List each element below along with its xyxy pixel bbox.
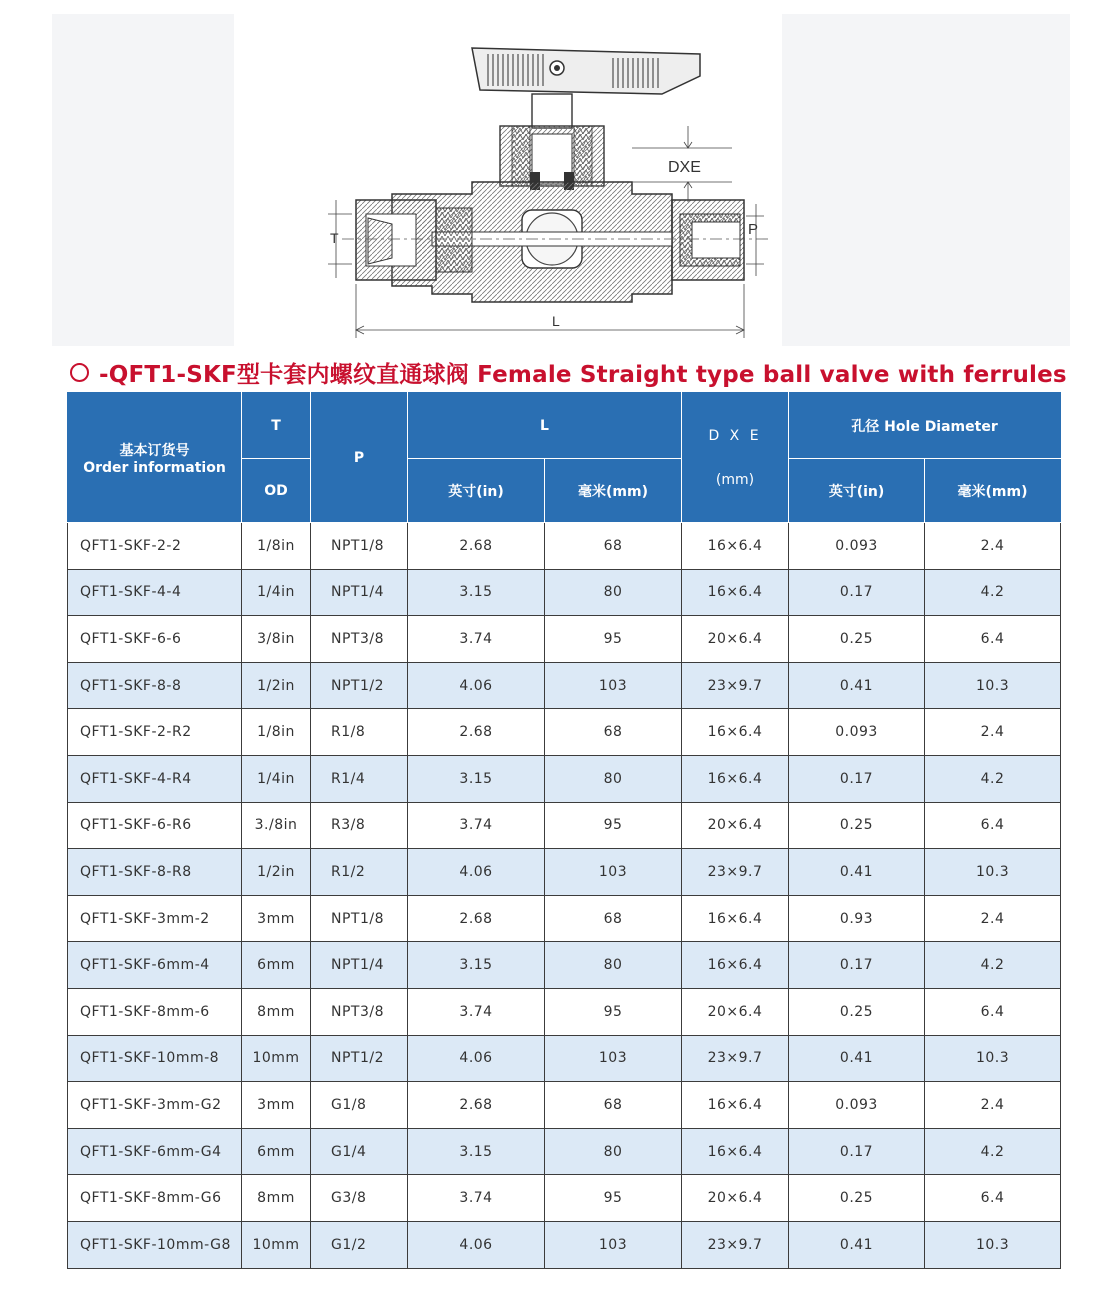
cell-order-number: QFT1-SKF-8mm-G6 bbox=[68, 1175, 242, 1222]
handle bbox=[472, 48, 700, 94]
cell-order-number: QFT1-SKF-6-6 bbox=[68, 616, 242, 663]
stem bbox=[532, 94, 572, 128]
cell-length-in: 3.15 bbox=[408, 942, 545, 989]
cell-hole-mm: 6.4 bbox=[925, 1175, 1061, 1222]
cell-hole-in: 0.41 bbox=[789, 662, 925, 709]
cell-hole-mm: 6.4 bbox=[925, 988, 1061, 1035]
cell-dxe: 16×6.4 bbox=[682, 569, 789, 616]
header-hole: 孔径 Hole Diameter bbox=[789, 393, 1061, 459]
circle-bullet-icon bbox=[70, 363, 89, 382]
female-thread-end bbox=[672, 200, 744, 280]
cell-order-number: QFT1-SKF-10mm-8 bbox=[68, 1035, 242, 1082]
cell-length-mm: 80 bbox=[545, 942, 682, 989]
table-row bbox=[68, 662, 1061, 709]
cell-dxe: 23×9.7 bbox=[682, 1221, 789, 1268]
dim-p-label: P bbox=[748, 221, 759, 238]
cell-length-in: 2.68 bbox=[408, 895, 545, 942]
cell-hole-in: 0.25 bbox=[789, 988, 925, 1035]
cell-hole-in: 0.41 bbox=[789, 849, 925, 896]
table-row bbox=[68, 1035, 1061, 1082]
cell-pipe-thread: NPT1/2 bbox=[311, 1035, 408, 1082]
cell-tube-od: 3mm bbox=[242, 1082, 311, 1129]
table-row bbox=[68, 1221, 1061, 1268]
cell-hole-in: 0.41 bbox=[789, 1221, 925, 1268]
cell-length-mm: 103 bbox=[545, 1221, 682, 1268]
cell-order-number: QFT1-SKF-6-R6 bbox=[68, 802, 242, 849]
cell-length-mm: 95 bbox=[545, 1175, 682, 1222]
cell-length-in: 3.74 bbox=[408, 1175, 545, 1222]
cell-hole-mm: 6.4 bbox=[925, 802, 1061, 849]
cell-tube-od: 3mm bbox=[242, 895, 311, 942]
ferrule-fitting bbox=[356, 200, 472, 280]
cell-length-in: 2.68 bbox=[408, 709, 545, 756]
cell-hole-mm: 2.4 bbox=[925, 895, 1061, 942]
cell-dxe: 20×6.4 bbox=[682, 802, 789, 849]
cell-dxe: 20×6.4 bbox=[682, 1175, 789, 1222]
header-dxe-bottom: (mm) bbox=[715, 471, 755, 488]
cell-length-mm: 103 bbox=[545, 662, 682, 709]
cell-length-in: 3.15 bbox=[408, 569, 545, 616]
cell-length-in: 4.06 bbox=[408, 849, 545, 896]
cell-dxe: 16×6.4 bbox=[682, 895, 789, 942]
cell-hole-in: 0.17 bbox=[789, 569, 925, 616]
cell-length-mm: 95 bbox=[545, 988, 682, 1035]
cell-hole-in: 0.093 bbox=[789, 1082, 925, 1129]
header-l: L bbox=[408, 393, 682, 459]
cell-hole-mm: 2.4 bbox=[925, 1082, 1061, 1129]
cell-dxe: 16×6.4 bbox=[682, 523, 789, 570]
table-row bbox=[68, 802, 1061, 849]
cell-pipe-thread: R1/2 bbox=[311, 849, 408, 896]
cell-pipe-thread: NPT1/8 bbox=[311, 895, 408, 942]
cell-pipe-thread: G1/4 bbox=[311, 1128, 408, 1175]
cell-length-in: 2.68 bbox=[408, 1082, 545, 1129]
cell-length-mm: 68 bbox=[545, 523, 682, 570]
table-row bbox=[68, 755, 1061, 802]
cell-hole-mm: 2.4 bbox=[925, 709, 1061, 756]
spec-table-body bbox=[68, 523, 1061, 1269]
cell-length-in: 4.06 bbox=[408, 662, 545, 709]
title-text: -QFT1-SKF型卡套内螺纹直通球阀 Female Straight type ball valve with ferrules bbox=[99, 361, 1067, 388]
cell-tube-od: 1/4in bbox=[242, 569, 311, 616]
cell-tube-od: 1/8in bbox=[242, 523, 311, 570]
cell-order-number: QFT1-SKF-6mm-G4 bbox=[68, 1128, 242, 1175]
table-row bbox=[68, 616, 1061, 663]
cell-order-number: QFT1-SKF-3mm-G2 bbox=[68, 1082, 242, 1129]
header-order bbox=[68, 393, 242, 523]
bonnet bbox=[500, 126, 604, 190]
cell-pipe-thread: NPT1/8 bbox=[311, 523, 408, 570]
cell-hole-mm: 4.2 bbox=[925, 942, 1061, 989]
cell-hole-mm: 4.2 bbox=[925, 755, 1061, 802]
cell-order-number: QFT1-SKF-6mm-4 bbox=[68, 942, 242, 989]
cell-dxe: 20×6.4 bbox=[682, 988, 789, 1035]
cell-tube-od: 10mm bbox=[242, 1035, 311, 1082]
header-dxe-top: D X E bbox=[708, 427, 762, 444]
cell-tube-od: 6mm bbox=[242, 942, 311, 989]
cell-dxe: 16×6.4 bbox=[682, 755, 789, 802]
header-l-in: 英寸(in) bbox=[408, 459, 545, 523]
cell-pipe-thread: R3/8 bbox=[311, 802, 408, 849]
cell-tube-od: 1/2in bbox=[242, 849, 311, 896]
cell-length-in: 2.68 bbox=[408, 523, 545, 570]
dim-t-label: T bbox=[330, 230, 339, 246]
cell-order-number: QFT1-SKF-4-R4 bbox=[68, 755, 242, 802]
cell-order-number: QFT1-SKF-2-R2 bbox=[68, 709, 242, 756]
cell-length-mm: 80 bbox=[545, 755, 682, 802]
table-row bbox=[68, 523, 1061, 570]
cell-order-number: QFT1-SKF-8-R8 bbox=[68, 849, 242, 896]
cell-order-number: QFT1-SKF-2-2 bbox=[68, 523, 242, 570]
cell-pipe-thread: R1/4 bbox=[311, 755, 408, 802]
dim-dxe bbox=[632, 126, 732, 202]
valve-drawing bbox=[52, 14, 1070, 346]
cell-length-in: 3.74 bbox=[408, 616, 545, 663]
cell-length-in: 3.15 bbox=[408, 755, 545, 802]
header-p: P bbox=[311, 393, 408, 523]
cell-hole-mm: 10.3 bbox=[925, 849, 1061, 896]
cell-pipe-thread: NPT1/2 bbox=[311, 662, 408, 709]
dim-l-label: L bbox=[552, 313, 560, 329]
cell-pipe-thread: NPT1/4 bbox=[311, 569, 408, 616]
cell-tube-od: 3./8in bbox=[242, 802, 311, 849]
cell-length-mm: 103 bbox=[545, 849, 682, 896]
table-row bbox=[68, 709, 1061, 756]
cell-length-in: 3.74 bbox=[408, 988, 545, 1035]
cell-dxe: 16×6.4 bbox=[682, 1128, 789, 1175]
cell-tube-od: 1/8in bbox=[242, 709, 311, 756]
cell-length-in: 4.06 bbox=[408, 1221, 545, 1268]
cell-order-number: QFT1-SKF-3mm-2 bbox=[68, 895, 242, 942]
table-row bbox=[68, 1082, 1061, 1129]
cell-length-mm: 103 bbox=[545, 1035, 682, 1082]
spec-table bbox=[67, 392, 1061, 1269]
cell-tube-od: 8mm bbox=[242, 1175, 311, 1222]
cell-length-in: 4.06 bbox=[408, 1035, 545, 1082]
cell-length-mm: 68 bbox=[545, 895, 682, 942]
header-t: T bbox=[242, 393, 311, 459]
table-row bbox=[68, 942, 1061, 989]
cell-dxe: 23×9.7 bbox=[682, 662, 789, 709]
header-hole-mm: 毫米(mm) bbox=[925, 459, 1061, 523]
cell-hole-in: 0.93 bbox=[789, 895, 925, 942]
cell-length-mm: 95 bbox=[545, 616, 682, 663]
header-hole-in: 英寸(in) bbox=[789, 459, 925, 523]
cell-tube-od: 8mm bbox=[242, 988, 311, 1035]
cell-hole-in: 0.17 bbox=[789, 755, 925, 802]
cell-hole-in: 0.41 bbox=[789, 1035, 925, 1082]
cell-order-number: QFT1-SKF-8-8 bbox=[68, 662, 242, 709]
cell-pipe-thread: G1/8 bbox=[311, 1082, 408, 1129]
cell-hole-in: 0.17 bbox=[789, 1128, 925, 1175]
cell-length-in: 3.74 bbox=[408, 802, 545, 849]
cell-hole-mm: 10.3 bbox=[925, 1035, 1061, 1082]
cell-dxe: 20×6.4 bbox=[682, 616, 789, 663]
header-t-od: OD bbox=[242, 459, 311, 523]
table-row bbox=[68, 849, 1061, 896]
header-dxe bbox=[682, 393, 789, 523]
cell-hole-mm: 2.4 bbox=[925, 523, 1061, 570]
cell-hole-in: 0.093 bbox=[789, 523, 925, 570]
cell-order-number: QFT1-SKF-8mm-6 bbox=[68, 988, 242, 1035]
header-order-cn: 基本订货号 bbox=[119, 442, 190, 459]
header-order-en: Order information bbox=[83, 459, 226, 476]
cell-hole-in: 0.093 bbox=[789, 709, 925, 756]
cell-hole-mm: 10.3 bbox=[925, 662, 1061, 709]
cell-order-number: QFT1-SKF-10mm-G8 bbox=[68, 1221, 242, 1268]
cell-length-in: 3.15 bbox=[408, 1128, 545, 1175]
cell-pipe-thread: NPT3/8 bbox=[311, 988, 408, 1035]
cell-length-mm: 80 bbox=[545, 1128, 682, 1175]
table-row bbox=[68, 569, 1061, 616]
cell-length-mm: 80 bbox=[545, 569, 682, 616]
table-row bbox=[68, 1128, 1061, 1175]
cell-dxe: 16×6.4 bbox=[682, 709, 789, 756]
dim-p bbox=[746, 204, 764, 276]
table-row bbox=[68, 1175, 1061, 1222]
dim-dxe-label: DXE bbox=[668, 159, 701, 176]
cell-pipe-thread: G3/8 bbox=[311, 1175, 408, 1222]
valve-cross-section-diagram bbox=[52, 14, 1070, 346]
cell-tube-od: 1/2in bbox=[242, 662, 311, 709]
cell-dxe: 16×6.4 bbox=[682, 942, 789, 989]
cell-hole-in: 0.17 bbox=[789, 942, 925, 989]
cell-length-mm: 95 bbox=[545, 802, 682, 849]
cell-dxe: 23×9.7 bbox=[682, 1035, 789, 1082]
cell-tube-od: 10mm bbox=[242, 1221, 311, 1268]
cell-tube-od: 3/8in bbox=[242, 616, 311, 663]
cell-hole-in: 0.25 bbox=[789, 802, 925, 849]
cell-dxe: 16×6.4 bbox=[682, 1082, 789, 1129]
cell-length-mm: 68 bbox=[545, 1082, 682, 1129]
cell-pipe-thread: G1/2 bbox=[311, 1221, 408, 1268]
page-title bbox=[70, 352, 1070, 392]
table-row bbox=[68, 988, 1061, 1035]
cell-pipe-thread: NPT1/4 bbox=[311, 942, 408, 989]
cell-hole-in: 0.25 bbox=[789, 616, 925, 663]
cell-order-number: QFT1-SKF-4-4 bbox=[68, 569, 242, 616]
cell-length-mm: 68 bbox=[545, 709, 682, 756]
cell-pipe-thread: R1/8 bbox=[311, 709, 408, 756]
header-l-mm: 毫米(mm) bbox=[545, 459, 682, 523]
cell-hole-mm: 10.3 bbox=[925, 1221, 1061, 1268]
cell-hole-mm: 4.2 bbox=[925, 569, 1061, 616]
cell-tube-od: 1/4in bbox=[242, 755, 311, 802]
table-row bbox=[68, 895, 1061, 942]
cell-hole-mm: 4.2 bbox=[925, 1128, 1061, 1175]
cell-dxe: 23×9.7 bbox=[682, 849, 789, 896]
cell-hole-in: 0.25 bbox=[789, 1175, 925, 1222]
cell-pipe-thread: NPT3/8 bbox=[311, 616, 408, 663]
cell-tube-od: 6mm bbox=[242, 1128, 311, 1175]
cell-hole-mm: 6.4 bbox=[925, 616, 1061, 663]
